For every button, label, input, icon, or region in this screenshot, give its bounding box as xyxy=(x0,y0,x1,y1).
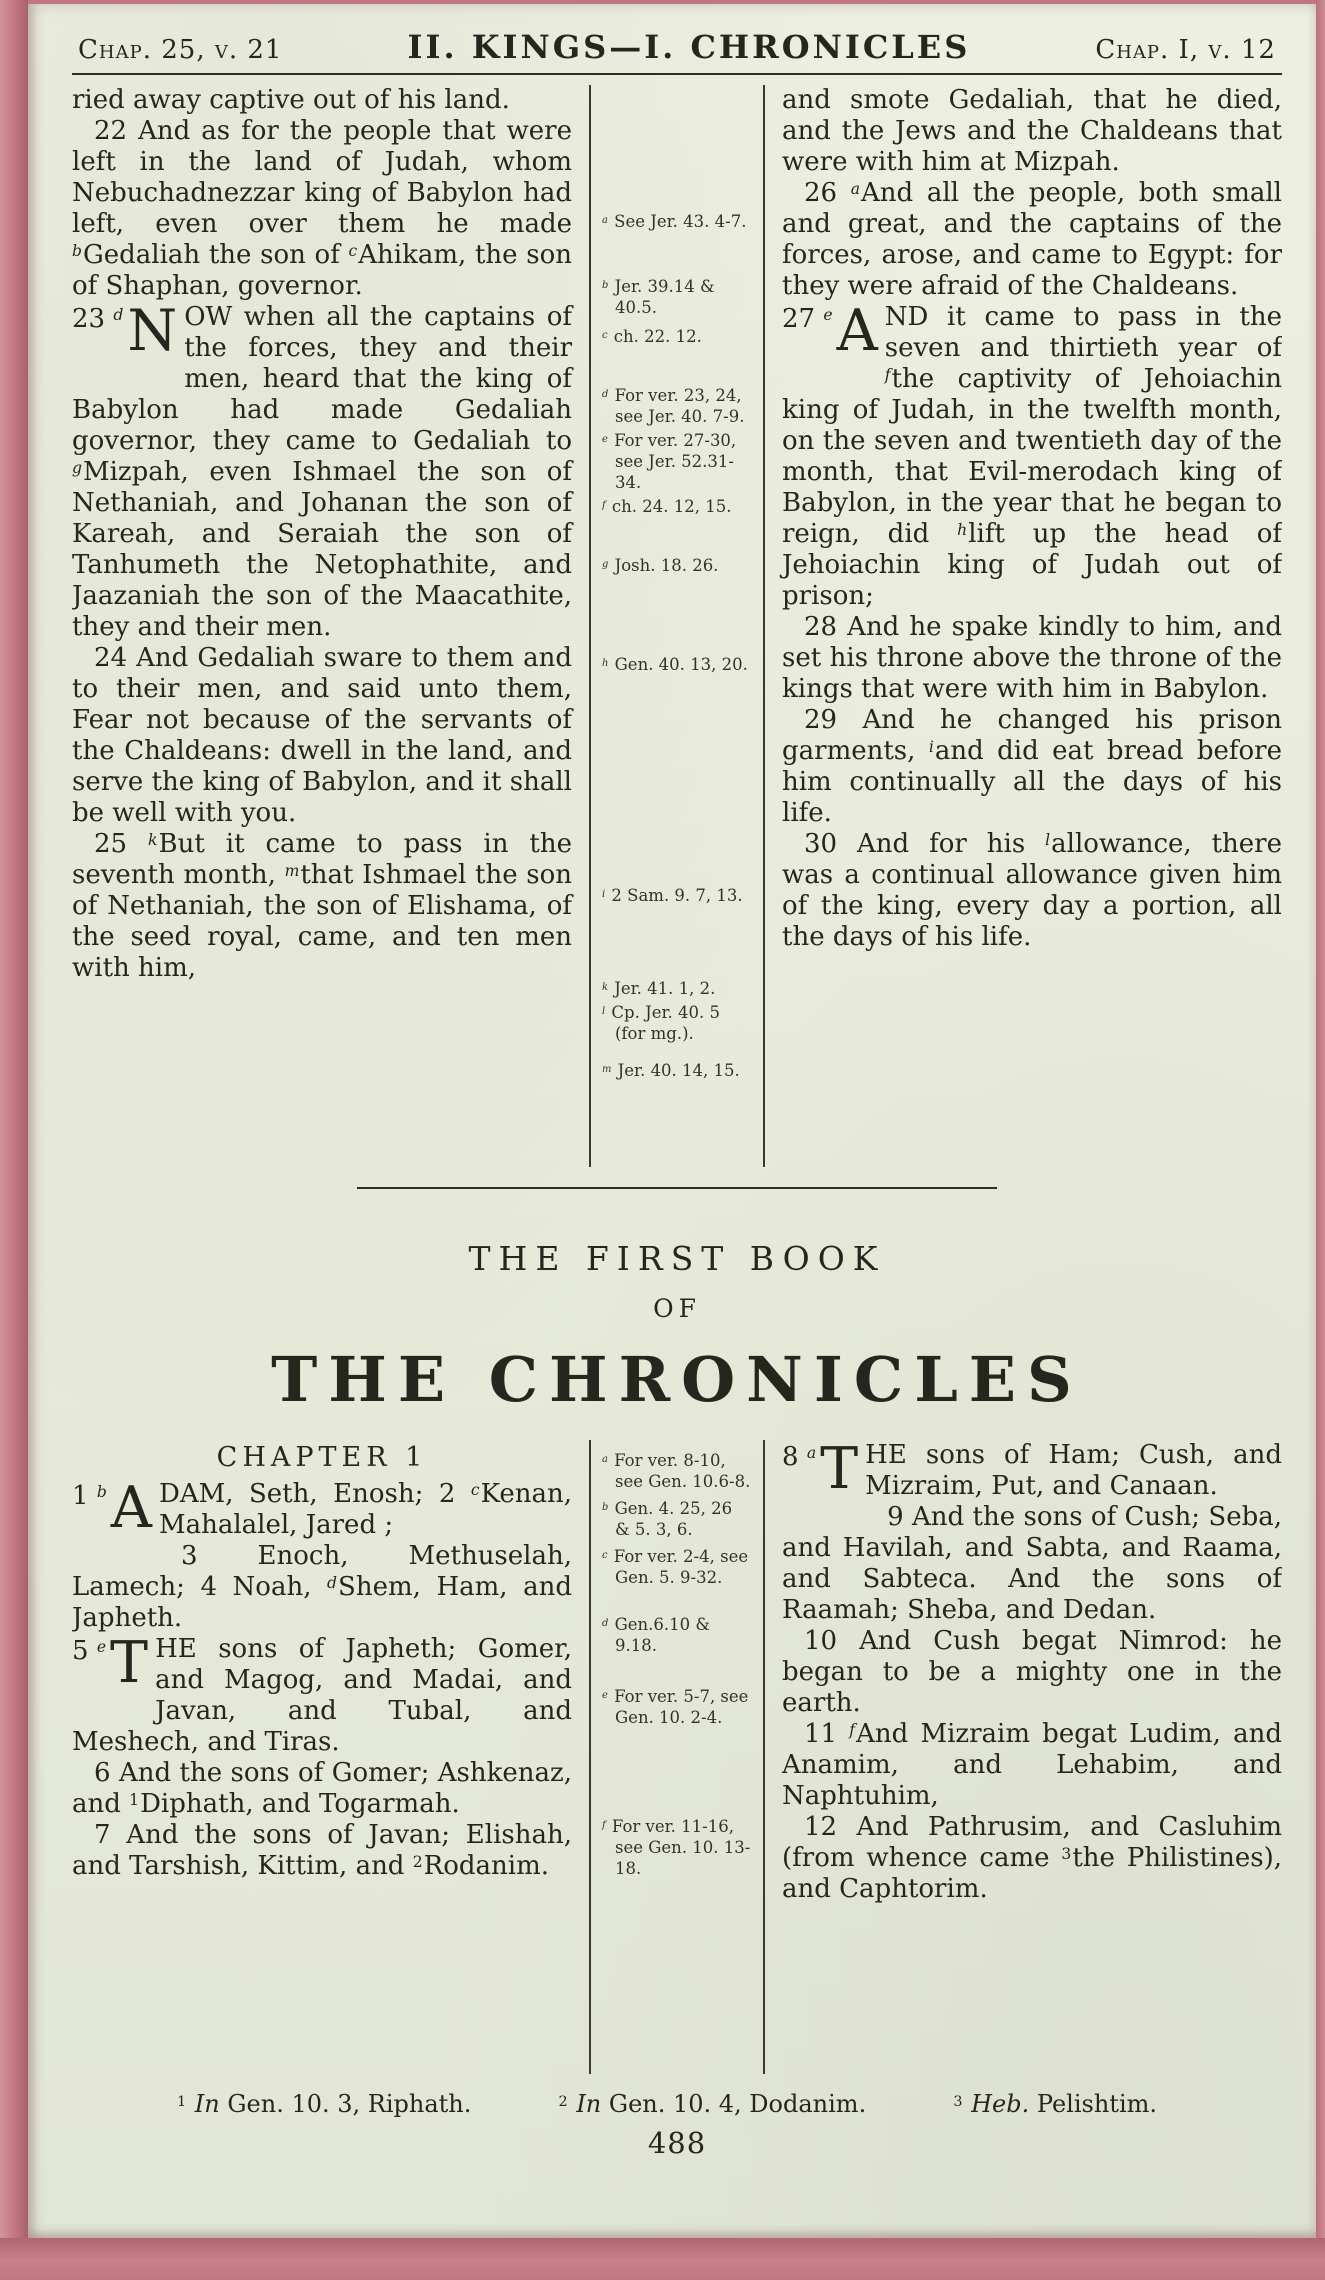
right-text-column xyxy=(772,85,1282,1167)
note-reference-letter: d xyxy=(602,1617,609,1629)
cross-reference-letter: f xyxy=(884,365,891,384)
margin-note: $^k$ Jer. 41. 1, 2. xyxy=(602,979,716,998)
page-number: 488 xyxy=(647,2126,707,2160)
margin-note: $^b$ Jer. 39.14 & 40.5. xyxy=(602,277,715,317)
verse-paragraph: 7 And the sons of Javan; Elishah, and Tarshish, Kittim, and $^2$Rodanim. xyxy=(72,1820,572,1881)
note-reference-letter: m xyxy=(602,1063,612,1075)
note-reference-letter: i xyxy=(602,888,606,900)
verse-paragraph: 12 And Pathrusim, and Casluhim (from whence came $^3$the Philistines), and Caphtorim. xyxy=(782,1812,1282,1904)
cross-reference-letter: m xyxy=(284,861,300,880)
text-columns-kings xyxy=(72,85,1282,1167)
footnote: $^3$ Heb. Pelishtim. xyxy=(953,2090,1157,2118)
verse-number: 1 $^b$ xyxy=(72,1481,107,1511)
right-text-column-chronicles xyxy=(772,1440,1282,2074)
note-reference-letter: l xyxy=(602,1005,606,1017)
verse-paragraph: 25 $^k$But it came to pass in the seventh month, $^m$that Ishmael the son of Nethaniah, the son of Elishama, of the seed royal, came, and ten men with him, xyxy=(72,829,572,983)
note-reference-letter: k xyxy=(602,981,608,993)
note-reference-letter: a xyxy=(602,1453,608,1465)
chapter-heading: CHAPTER 1 xyxy=(216,1442,428,1473)
note-reference-letter: c xyxy=(602,1549,608,1561)
cross-reference-letter: b xyxy=(96,1482,107,1501)
verse-paragraph: and smote Gedaliah, that he died, and the Jews and the Chaldeans that were with him at Mizpah. xyxy=(782,85,1282,177)
book-title-line1: THE FIRST BOOK xyxy=(468,1239,886,1278)
drop-cap xyxy=(72,298,178,364)
margin-note: $^h$ Gen. 40. 13, 20. xyxy=(602,655,748,674)
verse-paragraph: 8 $^a$ T HE sons of Ham; Cush, and Mizraim, Put, and Canaan. xyxy=(782,1440,1282,1502)
verse-paragraph: 30 And for his $^l$allowance, there was a continual allowance given him of the king, every day a portion, all the days of his life. xyxy=(782,829,1282,952)
center-references-column-chronicles xyxy=(589,1440,765,2074)
center-references-column xyxy=(589,85,765,1167)
margin-note: $^c$ For ver. 2-4, see Gen. 5. 9-32. xyxy=(602,1547,749,1587)
cross-reference-letter: f xyxy=(849,1720,856,1739)
drop-cap xyxy=(782,298,878,364)
verse-paragraph: 11 $^f$And Mizraim begat Ludim, and Anamim, and Lehabim, and Naphtuhim, xyxy=(782,1719,1282,1811)
margin-note: $^i$ 2 Sam. 9. 7, 13. xyxy=(602,886,743,905)
cross-reference-letter: e xyxy=(823,305,833,324)
drop-cap xyxy=(72,1475,152,1541)
drop-cap-letter: N xyxy=(127,298,178,364)
text-columns-chronicles xyxy=(72,1440,1282,2074)
book-page-edge-bottom xyxy=(0,2238,1325,2280)
drop-cap-letter: T xyxy=(820,1440,859,1502)
footnotes-row xyxy=(72,2090,1282,2118)
left-text-column xyxy=(72,85,582,1167)
cross-reference-letter: d xyxy=(113,305,124,324)
cross-reference-letter: d xyxy=(327,1573,338,1592)
left-text-column-chronicles xyxy=(72,1440,582,2074)
footnote-lead: In xyxy=(568,2090,602,2118)
drop-cap xyxy=(782,1442,858,1502)
margin-note: $^e$ For ver. 5-7, see Gen. 10. 2-4. xyxy=(602,1687,749,1727)
book-page-edge-right xyxy=(1316,0,1325,2280)
header-chapter-right: Chap. I, v. 12 xyxy=(1095,35,1276,65)
verse-number: 8 $^a$ xyxy=(782,1442,817,1472)
note-reference-letter: c xyxy=(602,329,608,341)
header-chapter-left: Chap. 25, v. 21 xyxy=(78,35,283,65)
verse-number: 5 $^e$ xyxy=(72,1636,107,1666)
margin-note: $^a$ For ver. 8-10, see Gen. 10.6-8. xyxy=(602,1451,751,1491)
verse-paragraph: 5 $^e$ T HE sons of Japheth; Gomer, and Magog, and Madai, and Javan, and Tubal, and Meshech, and Tiras. xyxy=(72,1630,572,1757)
margin-note: $^g$ Josh. 18. 26. xyxy=(602,556,719,575)
verse-paragraph: 22 And as for the people that were left in the land of Judah, whom Nebuchadnezzar king of Babylon had left, even over them he made $^b$Gedaliah the son of $^c$Ahikam, the son of Shaphan, governor. xyxy=(72,116,572,301)
verse-paragraph: 9 And the sons of Cush; Seba, and Havilah, and Sabta, and Raama, and Sabteca. And the sons of Raamah; Sheba, and Dedan. xyxy=(782,1502,1282,1625)
margin-note: $^e$ For ver. 27-30, see Jer. 52.31-34. xyxy=(602,431,737,492)
cross-reference-letter: k xyxy=(148,830,158,849)
drop-cap xyxy=(72,1630,149,1696)
cross-reference-letter: g xyxy=(72,458,82,477)
scanned-bible-page xyxy=(28,4,1316,2238)
margin-note: $^f$ ch. 24. 12, 15. xyxy=(602,497,732,516)
verse-paragraph: 1 $^b$ A DAM, Seth, Enosh; 2 $^c$Kenan, Mahalalel, Jared ; xyxy=(72,1475,572,1541)
footnote: $^1$ In Gen. 10. 3, Riphath. xyxy=(177,2090,472,2118)
cross-reference-letter: a xyxy=(806,1443,817,1462)
cross-reference-letter: l xyxy=(1045,830,1051,849)
margin-note: $^m$ Jer. 40. 14, 15. xyxy=(602,1061,740,1080)
running-header xyxy=(72,28,1282,66)
book-binding-edge-left xyxy=(0,0,28,2280)
verse-paragraph: 27 $^e$ A ND it came to pass in the seven and thirtieth year of $^f$the captivity of Jehoiachin king of Judah, in the twelfth month, on the seven and twentieth day of the month, that Evil-merodach king of Babylon, in the year that he began to reign, did $^h$lift up the head of Jehoiachin king of Judah out of prison; xyxy=(782,298,1282,611)
note-reference-letter: f xyxy=(602,499,606,511)
footnote-number: 1 xyxy=(129,1790,140,1809)
verse-paragraph: 6 And the sons of Gomer; Ashkenaz, and $^1$Diphath, and Togarmah. xyxy=(72,1758,572,1819)
section-divider-rule xyxy=(357,1187,997,1189)
footnote-number: 2 xyxy=(412,1852,423,1871)
margin-note: $^c$ ch. 22. 12. xyxy=(602,327,702,346)
verse-paragraph: 28 And he spake kindly to him, and set his throne above the throne of the kings that were with him in Babylon. xyxy=(782,612,1282,704)
verse-number: 23 $^d$ xyxy=(72,304,124,334)
note-reference-letter: d xyxy=(602,388,609,400)
drop-cap-letter: A xyxy=(110,1475,152,1541)
note-reference-letter: b xyxy=(602,279,609,291)
verse-paragraph: ried away captive out of his land. xyxy=(72,85,510,115)
cross-reference-letter: c xyxy=(470,1480,480,1499)
footnote-number: 3 xyxy=(953,2093,963,2110)
header-rule xyxy=(72,73,1282,75)
note-reference-letter: a xyxy=(602,214,608,226)
margin-note: $^d$ Gen.6.10 & 9.18. xyxy=(602,1615,711,1655)
verse-paragraph: 3 Enoch, Methuselah, Lamech; 4 Noah, $^d$Shem, Ham, and Japheth. xyxy=(72,1541,573,1633)
verse-paragraph: 26 $^a$And all the people, both small and great, and the captains of the forces, arose, and came to Egypt: for they were afraid of the Chaldeans. xyxy=(782,178,1282,301)
margin-note: $^f$ For ver. 11-16, see Gen. 10. 13-18. xyxy=(602,1817,751,1878)
note-reference-letter: g xyxy=(602,558,609,570)
verse-paragraph: 29 And he changed his prison garments, $^i$and did eat bread before him continually all the days of his life. xyxy=(782,705,1282,828)
book-title-block xyxy=(72,1239,1282,1416)
book-title-line2: OF xyxy=(653,1294,701,1323)
header-book-titles: II. KINGS—I. CHRONICLES xyxy=(407,28,971,66)
footnote-lead: Heb. xyxy=(963,2090,1030,2118)
cross-reference-letter: h xyxy=(957,520,968,539)
note-reference-letter: h xyxy=(602,657,609,669)
margin-note: $^l$ Cp. Jer. 40. 5 (for mg.). xyxy=(602,1003,721,1043)
cross-reference-letter: a xyxy=(850,179,861,198)
cross-reference-letter: e xyxy=(96,1637,107,1656)
footnote-number: 3 xyxy=(1061,1844,1072,1863)
note-reference-letter: e xyxy=(602,433,608,445)
cross-reference-letter: c xyxy=(348,241,358,260)
drop-cap-letter: T xyxy=(110,1630,149,1696)
verse-number: 27 $^e$ xyxy=(782,304,833,334)
footnote-lead: In xyxy=(187,2090,220,2118)
drop-cap-letter: A xyxy=(836,298,878,364)
cross-reference-letter: b xyxy=(72,241,82,260)
margin-note: $^a$ See Jer. 43. 4-7. xyxy=(602,212,747,231)
margin-note: $^b$ Gen. 4. 25, 26 & 5. 3, 6. xyxy=(602,1499,733,1539)
footnote-number: 2 xyxy=(558,2093,568,2110)
verse-paragraph: 23 $^d$ N OW when all the captains of the forces, they and their men, heard that the king of Babylon had made Gedaliah governor, they came to Gedaliah to $^g$Mizpah, even Ishmael the son of Nethaniah, and Johanan the son of Kareah, and Seraiah the son of Tanhumeth the Netophathite, and Jaazaniah the son of the Maacathite, they and their men. xyxy=(72,298,572,642)
cross-reference-letter: i xyxy=(928,737,934,756)
verse-paragraph: 24 And Gedaliah sware to them and to their men, and said unto them, Fear not because of the servants of the Chaldeans: dwell in the land, and serve the king of Babylon, and it shall be well with you. xyxy=(72,643,572,828)
book-title-line3: THE CHRONICLES xyxy=(271,1343,1083,1416)
margin-note: $^d$ For ver. 23, 24, see Jer. 40. 7-9. xyxy=(602,386,745,426)
verse-paragraph: 10 And Cush begat Nimrod: he began to be a mighty one in the earth. xyxy=(782,1626,1282,1718)
footnote: $^2$ In Gen. 10. 4, Dodanim. xyxy=(558,2090,867,2118)
footnote-number: 1 xyxy=(177,2093,187,2110)
note-reference-letter: f xyxy=(602,1819,606,1831)
note-reference-letter: b xyxy=(602,1501,609,1513)
note-reference-letter: e xyxy=(602,1689,608,1701)
